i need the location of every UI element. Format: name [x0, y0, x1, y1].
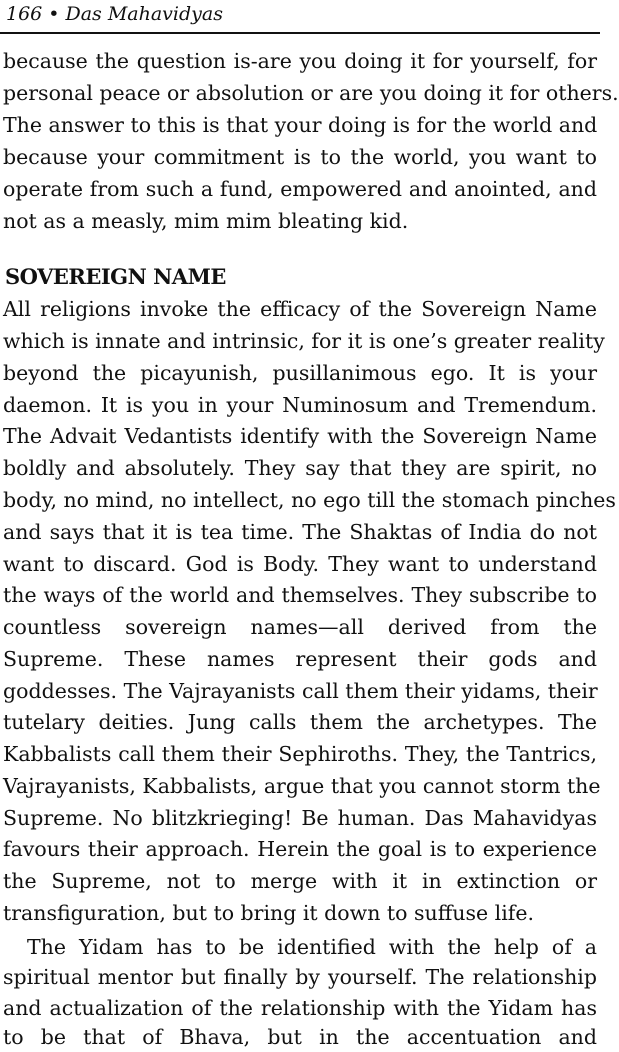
text-line: tutelary deities. Jung calls them the archetypes. The — [3, 710, 597, 734]
text-line: beyond the picayunish, pusillanimous ego. It is your — [3, 361, 597, 385]
text-line: Supreme. These names represent their gods and — [3, 647, 597, 671]
text-line: The answer to this is that your doing is for the world and — [3, 113, 598, 137]
text-line: the ways of the world and themselves. They subscribe to — [3, 583, 597, 607]
text-line: Supreme. No blitzkrieging! Be human. Das Mahavidyas — [3, 806, 597, 830]
text-line: transfiguration, but to bring it down to suffuse life. — [3, 901, 535, 925]
text-line: countless sovereign names—all derived from the — [3, 615, 597, 639]
text-line: daemon. It is you in your Numinosum and Tremendum. — [3, 393, 597, 417]
text-line: because the question is-are you doing it for yourself, for — [3, 49, 597, 73]
text-line: and actualization of the relationship with the Yidam has — [3, 996, 597, 1020]
text-line: Vajrayanists, Kabbalists, argue that you cannot storm the — [3, 774, 601, 798]
text-line: the Supreme, not to merge with it in extinction or — [3, 869, 597, 893]
text-line: goddesses. The Vajrayanists call them their yidams, their — [3, 679, 598, 703]
page-number: 166 — [6, 3, 43, 25]
text-line: boldly and absolutely. They say that they are spirit, no — [3, 456, 597, 480]
book-title: Das Mahavidyas — [65, 3, 223, 25]
text-line: Kabbalists call them their Sephiroths. They, the Tantrics, — [3, 742, 597, 766]
text-line: not as a measly, mim mim bleating kid. — [3, 209, 409, 233]
text-line: body, no mind, no intellect, no ego till the stomach pinches — [3, 488, 616, 512]
running-header — [6, 3, 223, 25]
text-line: The Advait Vedantists identify with the Sovereign Name — [3, 424, 597, 448]
header-separator: • — [48, 3, 60, 25]
text-line: operate from such a fund, empowered and anointed, and — [3, 177, 597, 201]
text-line: to be that of Bhava, but in the accentuation and — [3, 1025, 597, 1049]
text-line: because your commitment is to the world, you want to — [3, 145, 597, 169]
text-line: spiritual mentor but finally by yourself. The relationship — [3, 965, 597, 989]
text-line: which is innate and intrinsic, for it is one’s greater reality — [3, 329, 605, 353]
section-heading: SOVEREIGN NAME — [5, 264, 226, 289]
text-line: favours their approach. Herein the goal is to experience — [3, 837, 597, 861]
text-line: The Yidam has to be identified with the help of a — [27, 935, 597, 959]
text-line: and says that it is tea time. The Shaktas of India do not — [3, 520, 597, 544]
text-line: personal peace or absolution or are you doing it for others. — [3, 81, 619, 105]
header-rule — [0, 32, 600, 34]
text-line: want to discard. God is Body. They want to understand — [3, 552, 597, 576]
text-line: All religions invoke the efficacy of the Sovereign Name — [3, 297, 597, 321]
